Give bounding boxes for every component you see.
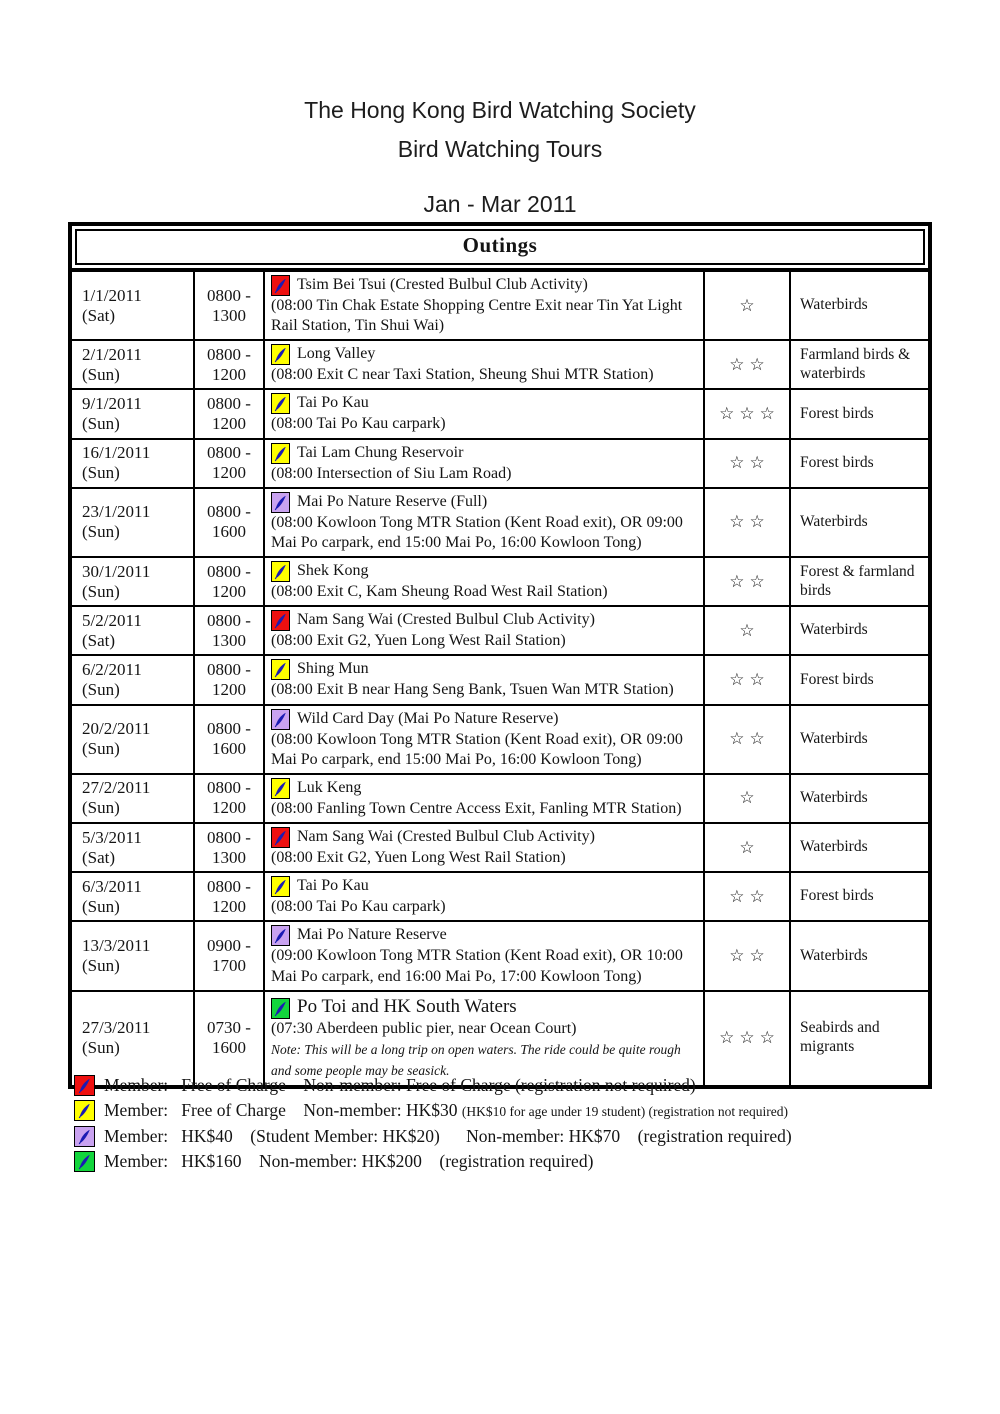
outing-habitat-cell [789, 558, 928, 605]
outing-difficulty-stars: ☆ [703, 775, 789, 822]
outing-location: (08:00 Tai Po Kau carpark) [271, 415, 446, 433]
outing-desc-cell [263, 390, 703, 437]
outing-desc-cell [263, 558, 703, 605]
outing-date-cell [72, 558, 193, 605]
outing-day: (Sun) [82, 739, 120, 759]
outing-location: (08:00 Exit B near Hang Seng Bank, Tsuen Wan MTR Station) [271, 681, 674, 699]
legend-line [74, 1150, 944, 1173]
legend-text [104, 1074, 696, 1097]
outing-habitat-cell [789, 775, 928, 822]
outing-date: 2/1/2011 [82, 344, 142, 364]
outing-time-end: 1200 [212, 364, 246, 384]
outing-time-start: 0800 - [207, 502, 251, 522]
outing-title-line [271, 275, 695, 296]
outing-title: Tai Lam Chung Reservoir [297, 443, 464, 461]
outing-time-end: 1200 [212, 463, 246, 483]
legend-text [104, 1150, 593, 1173]
yellow-quill-icon [74, 1100, 95, 1121]
outing-habitat: Waterbirds [800, 946, 868, 964]
outing-location: (07:30 Aberdeen public pier, near Ocean Court) [271, 1019, 577, 1037]
outing-time-start: 0900 - [207, 935, 251, 955]
table-row [72, 822, 928, 871]
outing-title-line [271, 393, 695, 414]
outing-habitat-cell [789, 824, 928, 871]
red-quill-icon [271, 610, 290, 631]
table-row [72, 654, 928, 703]
outing-day: (Sun) [82, 1038, 120, 1058]
outing-day: (Sat) [82, 630, 116, 650]
outing-time-end: 1300 [212, 847, 246, 867]
yellow-quill-icon [271, 344, 290, 365]
outing-date: 6/3/2011 [82, 876, 142, 896]
table-row [72, 388, 928, 437]
outing-time-end: 1600 [212, 1038, 246, 1058]
outing-time-start: 0800 - [207, 285, 251, 305]
outing-difficulty-stars: ☆☆ [703, 656, 789, 703]
outing-title: Tai Po Kau [297, 394, 369, 412]
outing-date: 30/1/2011 [82, 561, 151, 581]
outing-day: (Sun) [82, 414, 120, 434]
outing-date: 5/2/2011 [82, 610, 142, 630]
outing-habitat-cell [789, 341, 928, 388]
outing-desc-cell [263, 873, 703, 920]
outing-time-cell [193, 607, 263, 654]
outing-habitat-cell [789, 706, 928, 773]
outing-habitat-cell [789, 873, 928, 920]
table-row [72, 990, 928, 1085]
outing-time-cell [193, 992, 263, 1085]
outing-time-cell [193, 775, 263, 822]
outing-difficulty-stars: ☆☆ [703, 873, 789, 920]
outing-time-end: 1200 [212, 798, 246, 818]
outing-habitat: Waterbirds [800, 729, 868, 747]
outing-date-cell [72, 489, 193, 556]
yellow-quill-icon [271, 393, 290, 414]
red-quill-icon [271, 275, 290, 296]
outing-date-cell [72, 922, 193, 989]
outing-day: (Sun) [82, 896, 120, 916]
outing-location: (08:00 Exit C near Taxi Station, Sheung Shui MTR Station) [271, 366, 654, 384]
fee-legend [74, 1074, 944, 1175]
outing-time-cell [193, 272, 263, 339]
outing-habitat: Forest birds [800, 670, 874, 688]
outing-date: 1/1/2011 [82, 285, 142, 305]
outing-time-start: 0800 - [207, 394, 251, 413]
outing-location: (08:00 Kowloon Tong MTR Station (Kent Road exit), OR 09:00 Mai Po carpark, end 15:00 Mai Po, 16:00 Kowloon Tong) [271, 730, 683, 768]
outing-date-cell [72, 992, 193, 1085]
outing-time-end: 1200 [212, 581, 246, 601]
outings-rows [72, 272, 928, 1085]
outing-location: (08:00 Tai Po Kau carpark) [271, 898, 446, 916]
table-row [72, 438, 928, 487]
outing-time-cell [193, 489, 263, 556]
yellow-quill-icon [271, 561, 290, 582]
outing-title: Long Valley [297, 345, 376, 363]
outing-habitat: Forest & farmland birds [800, 562, 915, 599]
outing-day: (Sun) [82, 679, 120, 699]
legend-line [74, 1099, 944, 1122]
outing-desc-cell [263, 706, 703, 773]
table-row [72, 605, 928, 654]
outing-difficulty-stars: ☆ [703, 272, 789, 339]
outing-habitat-cell [789, 272, 928, 339]
outing-time-cell [193, 824, 263, 871]
purple-quill-icon [271, 925, 290, 946]
outing-difficulty-stars: ☆ [703, 824, 789, 871]
outing-habitat: Forest birds [800, 404, 874, 422]
outing-desc-cell [263, 656, 703, 703]
legend-text [104, 1125, 792, 1148]
period-label: Jan - Mar 2011 [423, 191, 577, 217]
outing-location: (08:00 Tin Chak Estate Shopping Centre Exit near Tin Yat Light Rail Station, Tin Shui Wai) [271, 297, 683, 335]
outing-title-line [271, 778, 695, 799]
outing-difficulty-stars: ☆☆ [703, 558, 789, 605]
outing-habitat-cell [789, 607, 928, 654]
outing-time-cell [193, 706, 263, 773]
outing-time-cell [193, 558, 263, 605]
outing-time-start: 0800 - [207, 344, 251, 364]
outing-date: 27/3/2011 [82, 1018, 151, 1038]
table-row [72, 704, 928, 773]
outing-time-start: 0800 - [207, 561, 251, 581]
outing-desc-cell [263, 607, 703, 654]
yellow-quill-icon [271, 876, 290, 897]
legend-text-segment: Member: Free of Charge Non-member: HK$30 [104, 1100, 462, 1121]
outing-habitat: Waterbirds [800, 838, 868, 856]
outing-date: 20/2/2011 [82, 719, 151, 739]
table-row [72, 920, 928, 989]
table-row [72, 272, 928, 339]
outing-title-line [271, 610, 695, 631]
outing-date-cell [72, 873, 193, 920]
outing-date-cell [72, 272, 193, 339]
outing-difficulty-stars: ☆☆ [703, 440, 789, 487]
outing-title: Luk Keng [297, 778, 362, 796]
outing-title: Mai Po Nature Reserve [297, 926, 447, 944]
outing-day: (Sun) [82, 522, 120, 542]
outing-date: 27/2/2011 [82, 778, 151, 798]
outing-difficulty-stars: ☆☆☆ [703, 390, 789, 437]
outing-time-start: 0730 - [207, 1018, 251, 1038]
outing-location: (08:00 Exit C, Kam Sheung Road West Rail Station) [271, 583, 608, 601]
outing-desc-cell [263, 489, 703, 556]
legend-text-small-segment: (HK$10 for age under 19 student) (registration not required) [461, 1104, 789, 1120]
outing-time-start: 0800 - [207, 659, 251, 679]
outing-desc-cell [263, 992, 703, 1085]
outing-date: 23/1/2011 [82, 502, 151, 522]
outing-difficulty-stars: ☆☆ [703, 341, 789, 388]
outing-date-cell [72, 824, 193, 871]
outing-day: (Sat) [82, 847, 116, 867]
outing-time-start: 0800 - [207, 443, 251, 463]
outing-desc-cell [263, 341, 703, 388]
outing-date-cell [72, 607, 193, 654]
outing-habitat: Forest birds [800, 887, 874, 905]
outing-day: (Sun) [82, 364, 120, 384]
outing-habitat: Waterbirds [800, 621, 868, 639]
outing-title: Nam Sang Wai (Crested Bulbul Club Activity) [297, 828, 595, 846]
outing-title: Po Toi and HK South Waters [297, 995, 517, 1017]
outing-desc-cell [263, 272, 703, 339]
outing-date-cell [72, 440, 193, 487]
outing-title-line [271, 925, 695, 946]
outing-difficulty-stars: ☆☆ [703, 706, 789, 773]
outing-habitat-cell [789, 656, 928, 703]
purple-quill-icon [271, 709, 290, 730]
outing-time-end: 1300 [212, 305, 246, 325]
yellow-quill-icon [271, 778, 290, 799]
outing-day: (Sun) [82, 463, 120, 483]
outing-date-cell [72, 656, 193, 703]
outing-date: 6/2/2011 [82, 659, 142, 679]
outing-title: Tai Po Kau [297, 877, 369, 895]
outing-habitat-cell [789, 992, 928, 1085]
outing-day: (Sun) [82, 581, 120, 601]
outing-date: 5/3/2011 [82, 827, 142, 847]
outing-habitat: Forest birds [800, 453, 874, 471]
outing-day: (Sat) [82, 305, 116, 325]
outing-title: Nam Sang Wai (Crested Bulbul Club Activity) [297, 611, 595, 629]
outing-date-cell [72, 341, 193, 388]
legend-text-segment: Member: Free of Charge Non-member: Free of Charge (registration not required) [104, 1075, 696, 1095]
outing-title-line [271, 344, 695, 365]
table-row [72, 871, 928, 920]
outing-title-line [271, 827, 695, 848]
outing-habitat-cell [789, 440, 928, 487]
outing-title: Tsim Bei Tsui (Crested Bulbul Club Activity) [297, 276, 588, 293]
legend-text [104, 1099, 788, 1122]
legend-text-segment: Member: HK$160 Non-member: HK$200 (registration required) [104, 1150, 594, 1171]
outing-time-start: 0800 - [207, 876, 251, 896]
outing-habitat: Farmland birds & waterbirds [800, 345, 911, 382]
outing-time-end: 1600 [212, 739, 246, 759]
outing-time-cell [193, 390, 263, 437]
outing-difficulty-stars: ☆☆ [703, 922, 789, 989]
outing-title-line [271, 876, 695, 897]
outing-desc-cell [263, 922, 703, 989]
outing-time-end: 1200 [212, 896, 246, 916]
outing-habitat: Waterbirds [800, 296, 868, 314]
outing-time-end: 1600 [212, 522, 246, 542]
outing-difficulty-stars: ☆☆ [703, 489, 789, 556]
green-quill-icon [271, 998, 290, 1019]
outing-title-line [271, 561, 695, 582]
outing-note: Note: This will be a long trip on open waters. The ride could be quite rough and some people may be seasick. [271, 1041, 681, 1078]
outing-title-line [271, 659, 695, 680]
society-title: The Hong Kong Bird Watching Society [304, 97, 696, 123]
document-subtitle: Bird Watching Tours [397, 136, 603, 162]
outing-day: (Sun) [82, 956, 120, 975]
table-row [72, 487, 928, 556]
outing-title-line [271, 995, 695, 1019]
outing-time-start: 0800 - [207, 827, 251, 847]
outing-time-start: 0800 - [207, 610, 251, 630]
outing-date: 16/1/2011 [82, 443, 151, 463]
outing-location: (08:00 Exit G2, Yuen Long West Rail Station) [271, 632, 566, 650]
outing-difficulty-stars: ☆☆☆ [703, 992, 789, 1085]
table-row [72, 339, 928, 388]
legend-line [74, 1125, 944, 1148]
purple-quill-icon [74, 1126, 95, 1147]
outing-location: (08:00 Fanling Town Centre Access Exit, Fanling MTR Station) [271, 799, 682, 817]
legend-line [74, 1074, 944, 1097]
outing-desc-cell [263, 824, 703, 871]
outing-title: Wild Card Day (Mai Po Nature Reserve) [297, 709, 559, 727]
outing-difficulty-stars: ☆ [703, 607, 789, 654]
red-quill-icon [74, 1075, 95, 1096]
outing-time-end: 1200 [212, 414, 246, 434]
outing-time-end: 1700 [212, 956, 246, 975]
yellow-quill-icon [271, 659, 290, 680]
outing-time-start: 0800 - [207, 719, 251, 739]
outing-location: (08:00 Exit G2, Yuen Long West Rail Station) [271, 849, 566, 867]
outing-day: (Sun) [82, 798, 120, 818]
outing-habitat: Seabirds and migrants [800, 1019, 880, 1056]
red-quill-icon [271, 827, 290, 848]
outing-habitat: Waterbirds [800, 789, 868, 806]
outing-date-cell [72, 390, 193, 437]
outing-location: (08:00 Intersection of Siu Lam Road) [271, 464, 512, 482]
outing-title-line [271, 443, 695, 464]
outings-table-header [72, 226, 928, 272]
purple-quill-icon [271, 492, 290, 513]
outing-time-cell [193, 656, 263, 703]
outing-title-line [271, 492, 695, 513]
table-row [72, 556, 928, 605]
outing-desc-cell [263, 775, 703, 822]
outing-date-cell [72, 706, 193, 773]
outing-date: 9/1/2011 [82, 394, 142, 413]
table-row [72, 773, 928, 822]
document-header [0, 0, 1000, 218]
yellow-quill-icon [271, 443, 290, 464]
outing-habitat: Waterbirds [800, 512, 868, 530]
outing-habitat-cell [789, 390, 928, 437]
outing-habitat-cell [789, 489, 928, 556]
outing-time-cell [193, 922, 263, 989]
outings-table [68, 222, 932, 1089]
outing-habitat-cell [789, 922, 928, 989]
outing-time-end: 1200 [212, 679, 246, 699]
outing-location: (09:00 Kowloon Tong MTR Station (Kent Road exit), OR 10:00 Mai Po carpark, end 16:00 Mai Po, 17:00 Kowloon Tong) [271, 947, 683, 985]
outing-time-end: 1300 [212, 630, 246, 650]
outing-date: 13/3/2011 [82, 935, 151, 955]
outing-title: Mai Po Nature Reserve (Full) [297, 492, 488, 510]
outing-desc-cell [263, 440, 703, 487]
outing-time-start: 0800 - [207, 778, 251, 798]
outing-title: Shing Mun [297, 660, 369, 678]
outing-time-cell [193, 873, 263, 920]
outing-location: (08:00 Kowloon Tong MTR Station (Kent Road exit), OR 09:00 Mai Po carpark, end 15:00 Mai Po, 16:00 Kowloon Tong) [271, 513, 683, 551]
outing-title: Shek Kong [297, 562, 369, 580]
outing-title-line [271, 709, 695, 730]
outing-date-cell [72, 775, 193, 822]
legend-text-segment: Member: HK$40 (Student Member: HK$20) Non-member: HK$70 (registration required) [104, 1125, 792, 1146]
outing-time-cell [193, 440, 263, 487]
outing-time-cell [193, 341, 263, 388]
green-quill-icon [74, 1151, 95, 1172]
outings-header-label: Outings [75, 229, 925, 265]
